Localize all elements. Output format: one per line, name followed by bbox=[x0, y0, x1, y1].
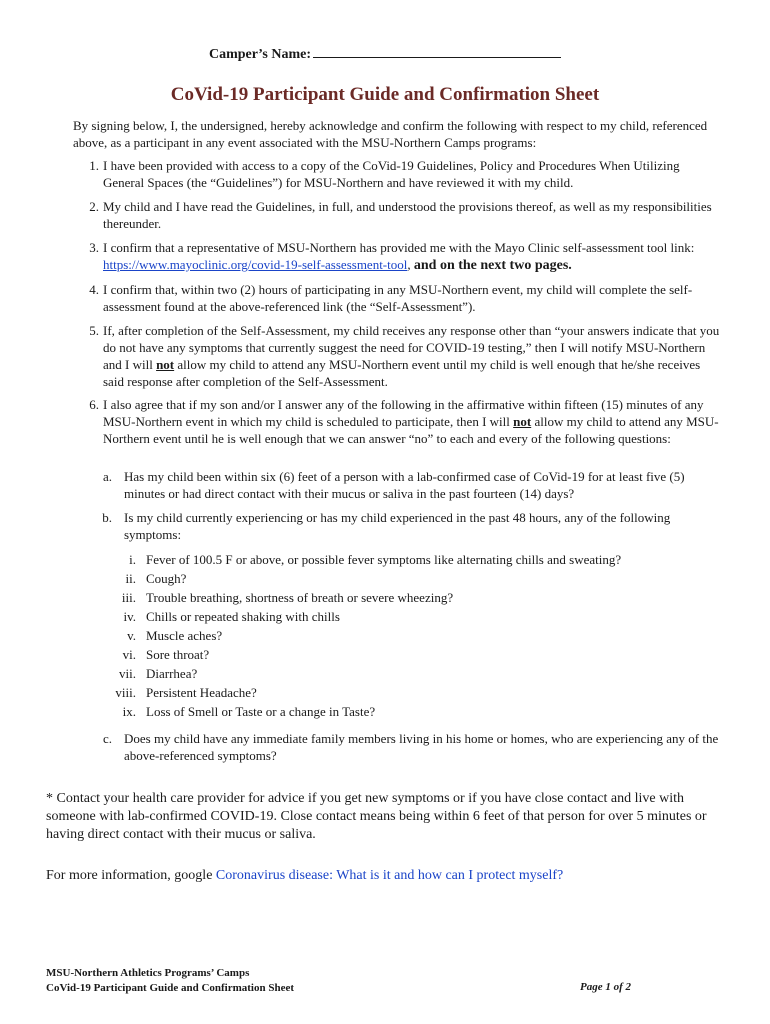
list-text: If, after completion of the Self-Assessment, my child receives any response other than “your answers indicate that you do not have any symptoms that currently suggest the need for COVID-19 testing,” then I will notify MSU-Northern and I will not allow my child to attend any MSU-Northern event until my child is well enough that he/she receives said response after completion of the Self-Assessment. bbox=[103, 323, 720, 389]
sub-list-item bbox=[86, 509, 726, 543]
campers-name-line bbox=[0, 44, 770, 63]
list-number: 6. bbox=[89, 397, 99, 412]
list-text: My child and I have read the Guidelines, in full, and understood the provisions thereof, as well as my responsibilities thereunder. bbox=[103, 199, 712, 231]
symptom-item: vi. Sore throat? bbox=[122, 647, 210, 662]
sub-list-text: Is my child currently experiencing or has my child experienced in the past 48 hours, any of the following symptoms: bbox=[124, 510, 671, 542]
more-info-line bbox=[46, 867, 726, 885]
symptom-item: i. Fever of 100.5 F or above, or possible fever symptoms like alternating chills and sweating? bbox=[129, 552, 622, 567]
intro-paragraph: By signing below, I, the undersigned, hereby acknowledge and confirm the following with respect to my child, referenced above, as a participant in any event associated with the MSU-Northern Camps programs: bbox=[73, 118, 708, 150]
list-item bbox=[73, 198, 723, 232]
symptom-item: vii. Diarrhea? bbox=[119, 666, 198, 681]
sub-list-item bbox=[86, 468, 726, 502]
symptom-item: v. Muscle aches? bbox=[127, 628, 223, 643]
list-number: 5. bbox=[89, 323, 99, 338]
footnote: * Contact your health care provider for advice if you get new symptoms or if you have close contact and live with someone with lab-confirmed COVID-19. Close contact means being within 6 feet of that person for over 5 minutes or having direct contact with their mucus or saliva. bbox=[46, 791, 707, 842]
list-text: I also agree that if my son and/or I answer any of the following in the affirmative within fifteen (15) minutes of any MSU-Northern event in which my child is scheduled to participate, then I will not allow my child to attend any MSU-Northern event until he is well enough that we can answer “no” to each and every of the following questions: bbox=[103, 397, 719, 446]
symptom-item: ix. Loss of Smell or Taste or a change in Taste? bbox=[122, 704, 376, 719]
campers-name-label: Camper’s Name: bbox=[209, 47, 311, 62]
list-number: 2. bbox=[89, 199, 99, 214]
footer-program-name: MSU-Northern Athletics Programs’ Camps bbox=[46, 967, 250, 979]
emphasis-not: not bbox=[156, 357, 175, 372]
symptoms-list bbox=[96, 550, 696, 721]
list-item bbox=[73, 281, 723, 315]
symptom-item: iv. Chills or repeated shaking with chills bbox=[123, 609, 340, 624]
list-text: I confirm that a representative of MSU-Northern has provided me with the Mayo Clinic self-assessment tool link: https://www.mayoclinic.org/covid-19-self-assessment-tool, and on the next two pages. bbox=[103, 240, 695, 273]
list-number: 3. bbox=[89, 240, 99, 255]
list-text: I confirm that, within two (2) hours of participating in any MSU-Northern event, my child will complete the self-assessment found at the above-referenced link (the “Self-Assessment”). bbox=[103, 282, 693, 314]
sub-list-letter: a. bbox=[102, 469, 112, 484]
sub-list-item bbox=[86, 730, 726, 764]
coronavirus-info-link[interactable]: Coronavirus disease: What is it and how can I protect myself? bbox=[215, 868, 564, 883]
document-title: CoVid-19 Participant Guide and Confirmation Sheet bbox=[170, 84, 600, 105]
footer bbox=[46, 966, 294, 996]
page-number: Page 1 of 2 bbox=[580, 981, 632, 993]
mayo-clinic-link[interactable]: https://www.mayoclinic.org/covid-19-self-assessment-tool bbox=[103, 257, 408, 272]
sub-list-text: Does my child have any immediate family members living in his home or homes, who are experiencing any of the above-referenced symptoms? bbox=[124, 731, 719, 763]
symptom-item: viii. Persistent Headache? bbox=[115, 685, 257, 700]
symptom-item: iii. Trouble breathing, shortness of breath or severe wheezing? bbox=[121, 590, 454, 605]
sub-list-text: Has my child been within six (6) feet of a person with a lab-confirmed case of CoVid-19 for at least five (5) minutes or had direct contact with their mucus or saliva in the past fourteen (14) days? bbox=[124, 469, 685, 501]
sub-list-letter: c. bbox=[102, 731, 112, 746]
more-info-prefix: For more information, google bbox=[46, 868, 216, 883]
sub-list-letter: b. bbox=[102, 510, 112, 525]
list-item bbox=[73, 239, 723, 275]
list-item bbox=[73, 396, 723, 464]
list-number: 4. bbox=[89, 282, 99, 297]
list-text: I have been provided with access to a copy of the CoVid-19 Guidelines, Policy and Procedures When Utilizing General Spaces (the “Guidelines”) for MSU-Northern and have reviewed it with my child. bbox=[103, 158, 680, 190]
footer-document-name: CoVid-19 Participant Guide and Confirmation Sheet bbox=[46, 982, 295, 994]
list-item bbox=[73, 322, 723, 390]
campers-name-blank bbox=[313, 44, 561, 58]
next-pages-note: and on the next two pages. bbox=[413, 258, 572, 273]
list-number: 1. bbox=[89, 158, 99, 173]
list-item bbox=[73, 157, 723, 191]
symptom-item: ii. Cough? bbox=[125, 571, 187, 586]
emphasis-not: not bbox=[513, 414, 532, 429]
